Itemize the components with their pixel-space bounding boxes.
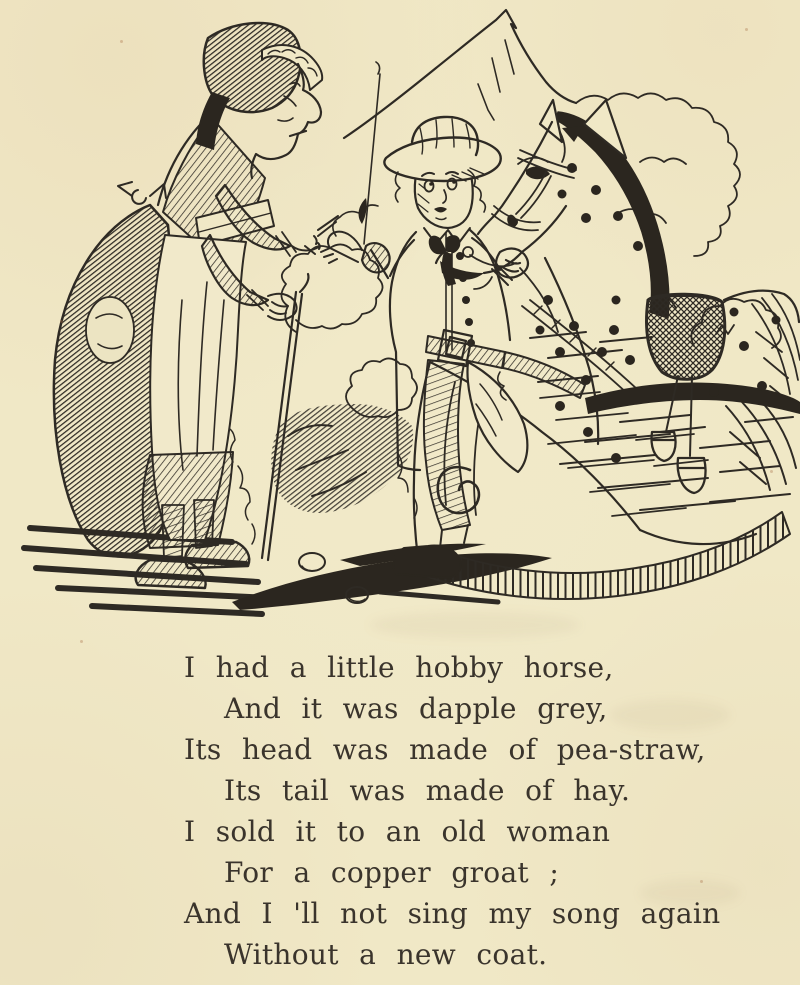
poem-line-5: I sold it to an old woman [184, 815, 611, 848]
poem-line-6: For a copper groat ; [224, 856, 560, 889]
poem-line-7: And I 'll not sing my song again [184, 897, 721, 930]
poem-line-3: Its head was made of pea-straw, [184, 733, 706, 766]
poem-line-4: Its tail was made of hay. [224, 774, 631, 807]
poem-line-2: And it was dapple grey, [224, 692, 608, 725]
paper-speck [80, 640, 83, 643]
poem-line-1: I had a little hobby horse, [184, 651, 614, 684]
whip [359, 62, 380, 244]
poem [184, 647, 720, 975]
poem-line-8: Without a new coat. [224, 938, 548, 971]
saddle [647, 294, 725, 379]
